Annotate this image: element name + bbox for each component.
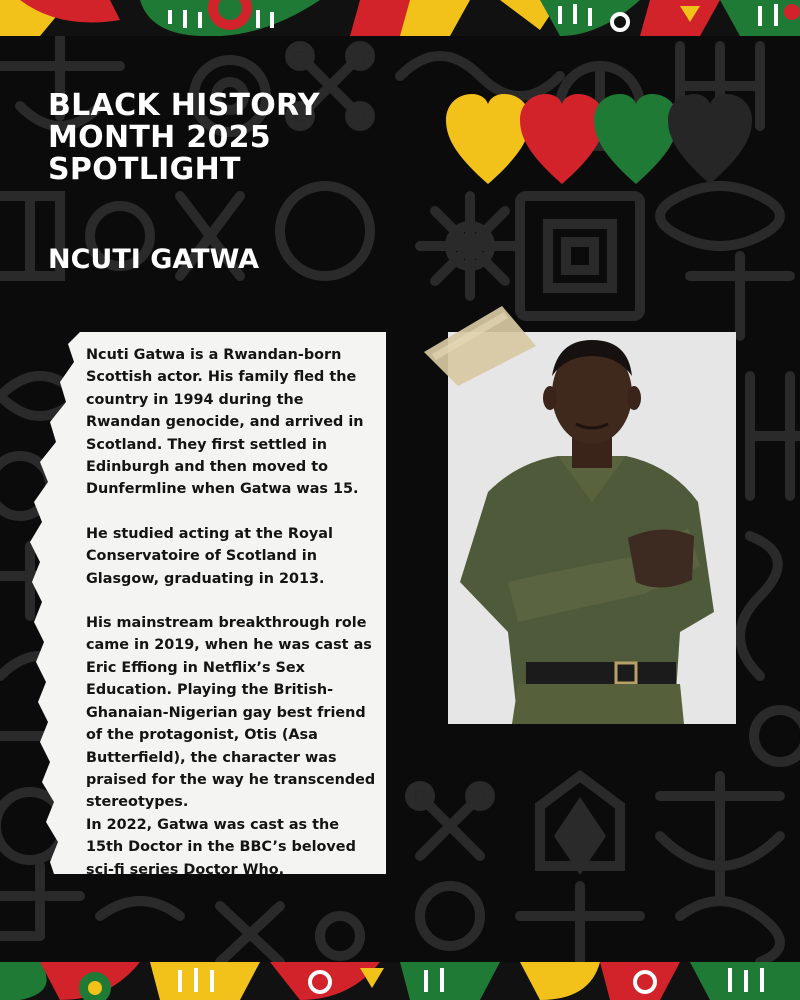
bio-paragraph-3: His mainstream breakthrough role came in 2019, when he was cast as Eric Effiong in Netflix’s Sex Education. Playing the British-Ghanaian-Nigerian gay best friend of the protagonist, Otis (Asa Butterfield), the character was praised for the way he transcended stereotypes. xyxy=(86,615,376,811)
bio-paragraph-2: He studied acting at the Royal Conservatoire of Scotland in Glasgow, graduating in 2013. xyxy=(86,525,333,587)
portrait-photo xyxy=(448,332,736,724)
title-line-3: SPOTLIGHT xyxy=(48,152,241,187)
subject-name: NCUTI GATWA xyxy=(48,244,260,275)
red-heart-icon xyxy=(520,94,604,184)
bottom-kente-border xyxy=(0,962,800,1000)
hearts-row xyxy=(446,94,770,186)
title-line-2: MONTH 2025 xyxy=(48,120,271,155)
tape-strip xyxy=(424,306,536,386)
black-heart-icon xyxy=(668,94,752,184)
green-heart-icon xyxy=(594,94,678,184)
bio-paragraph-1: Ncuti Gatwa is a Rwandan-born Scottish actor. His family fled the country in 1994 during the Rwandan genocide, and arrived in Scotland. They first settled in Edinburgh and then moved to Dunfermline when Gatwa was 15. xyxy=(86,347,364,498)
top-kente-border xyxy=(0,0,800,36)
page-title xyxy=(48,90,368,186)
title-line-1: BLACK HISTORY xyxy=(48,88,320,123)
bio-paragraph-4: In 2022, Gatwa was cast as the 15th Doctor in the BBC’s beloved sci-fi series Doctor Who. xyxy=(86,816,356,878)
bio-text xyxy=(86,344,378,881)
yellow-heart-icon xyxy=(446,94,530,184)
